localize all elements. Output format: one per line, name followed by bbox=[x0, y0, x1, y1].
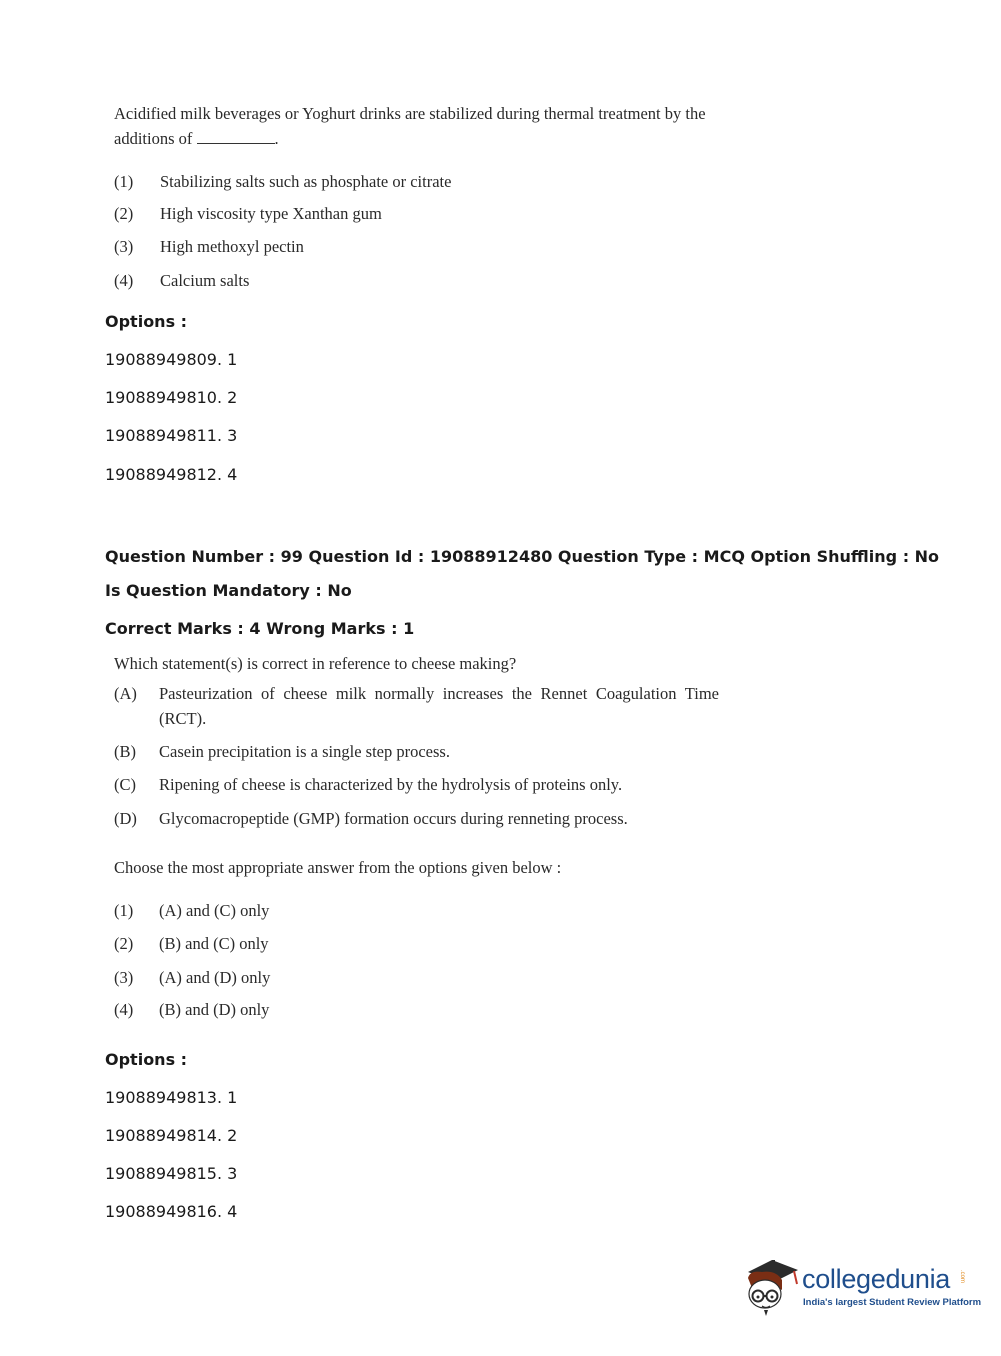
q99-choice-num-2: (2) bbox=[114, 934, 134, 953]
logo-wordmark: collegedunia bbox=[802, 1264, 951, 1294]
q98-choice-num-3: (3) bbox=[114, 237, 134, 256]
q98-option-1: 19088949809. 1 bbox=[105, 350, 238, 369]
q99-option-1: 19088949813. 1 bbox=[105, 1088, 238, 1107]
q99-statement-a-line2: (RCT). bbox=[159, 709, 207, 728]
collegedunia-logo bbox=[742, 1250, 982, 1320]
q98-option-2: 19088949810. 2 bbox=[105, 388, 238, 407]
q99-choice-num-4: (4) bbox=[114, 1000, 134, 1019]
q99-statement-label-a: (A) bbox=[114, 684, 137, 703]
q99-header-line2: Is Question Mandatory : No bbox=[105, 581, 352, 600]
q98-options-label: Options : bbox=[105, 312, 188, 331]
q99-choice-text-2: (B) and (C) only bbox=[159, 934, 269, 953]
q99-statement-c: Ripening of cheese is characterized by the hydrolysis of proteins only. bbox=[159, 775, 623, 794]
logo-tagline: India's largest Student Review Platform bbox=[803, 1297, 982, 1308]
q99-statement-a-line1: Pasteurization of cheese milk normally increases the Rennet Coagulation Time bbox=[159, 684, 719, 703]
question-98-stem-line1: Acidified milk beverages or Yoghurt drinks are stabilized during thermal treatment by the bbox=[114, 104, 706, 123]
q99-option-3: 19088949815. 3 bbox=[105, 1164, 238, 1183]
q98-choice-text-2: High viscosity type Xanthan gum bbox=[160, 204, 382, 223]
q98-choice-text-3: High methoxyl pectin bbox=[160, 237, 304, 256]
q99-statement-label-d: (D) bbox=[114, 809, 137, 828]
q99-stem: Which statement(s) is correct in reference to cheese making? bbox=[114, 654, 517, 673]
mascot-icon bbox=[742, 1250, 802, 1320]
logo-com: .com bbox=[959, 1270, 965, 1284]
q98-choice-text-1: Stabilizing salts such as phosphate or citrate bbox=[160, 172, 452, 191]
q98-option-3: 19088949811. 3 bbox=[105, 426, 238, 445]
q98-choice-num-1: (1) bbox=[114, 172, 134, 191]
q99-choice-num-1: (1) bbox=[114, 901, 134, 920]
q99-header-line1: Question Number : 99 Question Id : 19088912480 Question Type : MCQ Option Shuffling : No bbox=[105, 547, 940, 566]
q99-statement-label-b: (B) bbox=[114, 742, 136, 761]
q99-statement-d: Glycomacropeptide (GMP) formation occurs during renneting process. bbox=[159, 809, 628, 828]
q98-choice-num-4: (4) bbox=[114, 271, 134, 290]
q99-choice-text-3: (A) and (D) only bbox=[159, 968, 271, 987]
question-98-stem-line2 bbox=[114, 129, 279, 149]
q99-statement-b: Casein precipitation is a single step process. bbox=[159, 742, 450, 761]
question-98-stem-end: . bbox=[274, 129, 279, 148]
fill-in-blank bbox=[197, 129, 275, 144]
q98-choice-num-2: (2) bbox=[114, 204, 134, 223]
q99-option-4: 19088949816. 4 bbox=[105, 1202, 238, 1221]
q99-choice-text-4: (B) and (D) only bbox=[159, 1000, 270, 1019]
q99-choose-instruction: Choose the most appropriate answer from the options given below : bbox=[114, 858, 562, 877]
q99-statement-label-c: (C) bbox=[114, 775, 136, 794]
q99-choice-num-3: (3) bbox=[114, 968, 134, 987]
q98-choice-text-4: Calcium salts bbox=[160, 271, 250, 290]
q99-choice-text-1: (A) and (C) only bbox=[159, 901, 270, 920]
q99-options-label: Options : bbox=[105, 1050, 188, 1069]
question-98-stem-text: additions of bbox=[114, 129, 193, 148]
q98-option-4: 19088949812. 4 bbox=[105, 465, 238, 484]
q99-option-2: 19088949814. 2 bbox=[105, 1126, 238, 1145]
q99-marks: Correct Marks : 4 Wrong Marks : 1 bbox=[105, 619, 415, 638]
